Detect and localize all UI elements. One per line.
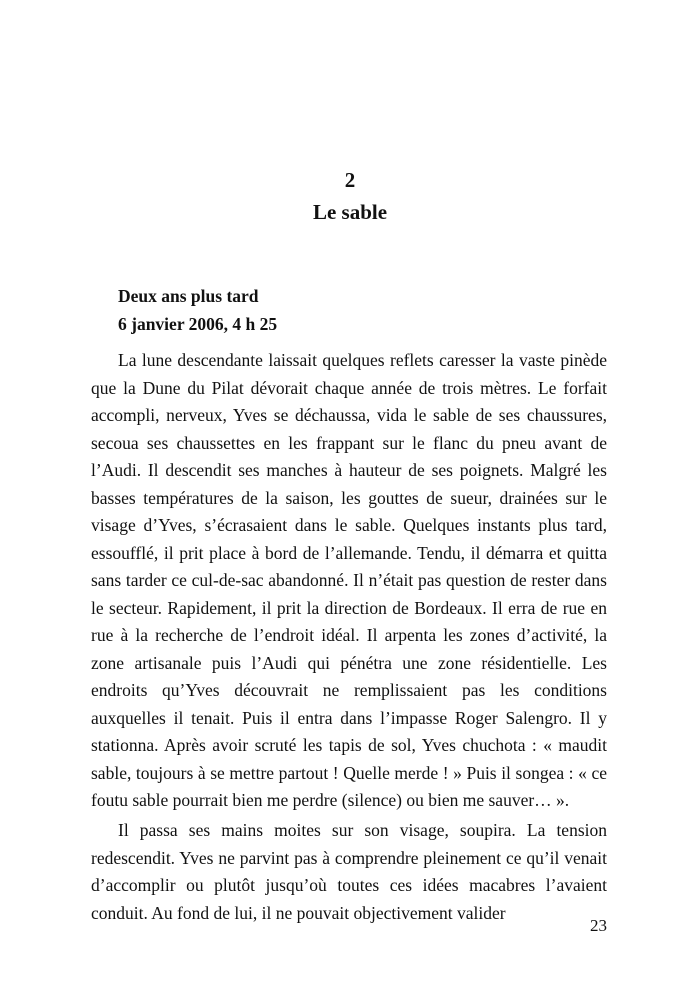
section-date: 6 janvier 2006, 4 h 25 [118,314,278,334]
chapter-number: 2 [344,168,356,192]
paragraph: La lune descendante laissait quelques reflets caresser la vaste pinède que la Dune du Pilat dévorait chaque année de trois mètres. Le forfait accompli, nerveux, Yves se déchaussa, vida le sable de ses chaussures, secoua ses chaussettes en les frappant sur le flanc du pneu avant de l’Audi. Il descendit ses manches à hauteur de ses poignets. Malgré les basses températures de la saison, les gouttes de sueur, drainées sur le visage d’Yves, s’écrasaient dans le sable. Quelques instants plus tard, essoufflé, il prit place à bord de l’allemande. Tendu, il démarra et quitta sans tarder ce cul-de-sac abandonné. Il n’était pas question de rester dans le secteur. Rapidement, il prit la direction de Bordeaux. Il erra de rue en rue à la recherche de l’endroit idéal. Il arpenta les zones d’activité, la zone artisanale puis l’Audi qui pénétra une zone résidentielle. Les endroits qu’Yves découvrait ne remplissaient pas les conditions auxquelles il tenait. Puis il entra dans l’impasse Roger Salengro. Il y stationna. Après avoir scruté les tapis de sol, Yves chuchota : « maudit sable, toujours à se mettre partout ! Quelle merde ! » Puis il songea : « ce foutu sable pourrait bien me perdre (silence) ou bien me sauver… ». [91,350,607,810]
page-number: 23 [590,916,607,935]
section-subtitle: Deux ans plus tard [118,286,259,306]
chapter-title: Le sable [312,200,388,224]
paragraph: Il passa ses mains moites sur son visage, soupira. La tension redescendit. Yves ne parvint pas à comprendre pleinement ce qu’il venait d’accomplir ou plutôt jusqu’où toutes ces idées macabres l’avaient conduit. Au fond de lui, il ne pouvait objectivement valider [91,820,607,923]
